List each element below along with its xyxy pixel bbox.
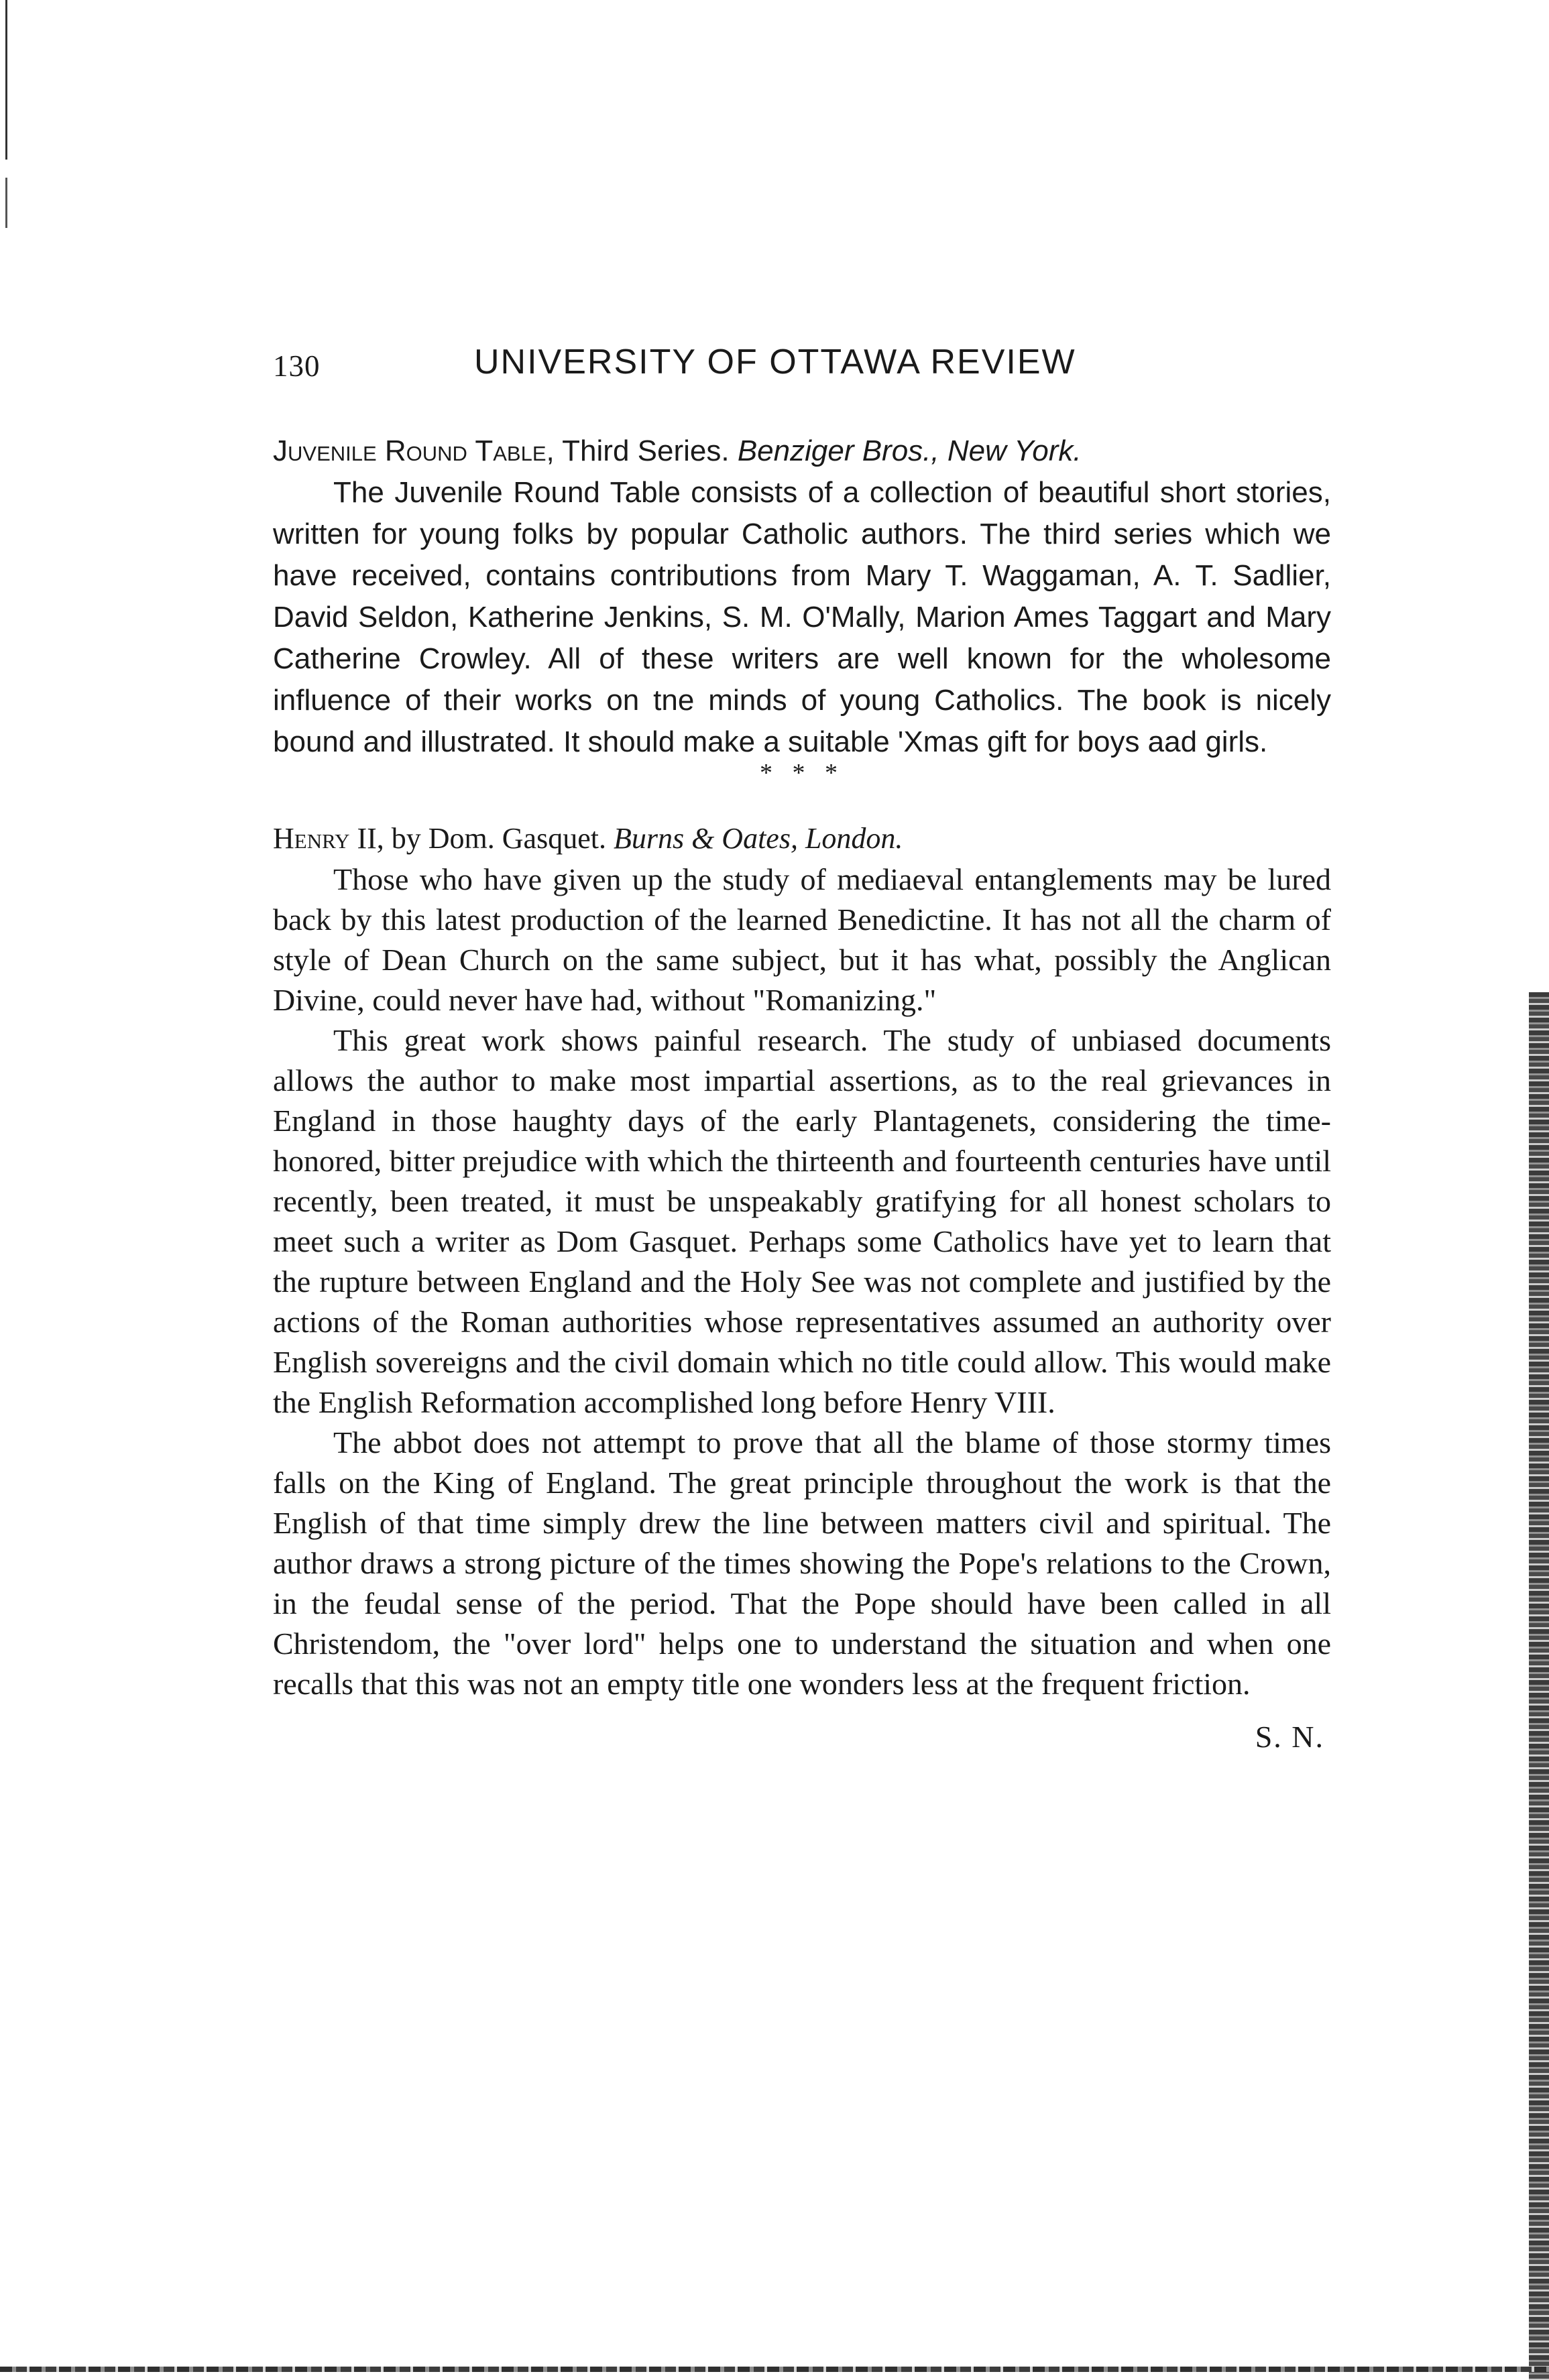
review-juvenile-round-table: [273, 430, 1331, 763]
page-number: 130: [273, 349, 321, 383]
review-publisher: Burns & Oates, London.: [613, 822, 903, 855]
review-title: Juvenile Round Table: [273, 434, 547, 467]
review-paragraph: Those who have given up the study of mediaeval entanglements may be lured back by this latest production of the learned Benedictine. It has not all the charm of style of Dean Church on the same subject, but it has what, possibly the Anglican Divine, could never have had, without "Romanizing.": [273, 862, 1331, 1017]
review-title-numeral: II,: [357, 822, 384, 855]
review-author: by Dom. Gasquet.: [391, 822, 606, 855]
review-henry-ii: [273, 818, 1331, 1758]
review-body: [273, 472, 1331, 763]
review-signature: S. N.: [1255, 1720, 1324, 1754]
running-header: [273, 342, 1331, 389]
review-title: Henry: [273, 822, 350, 855]
scan-bottom-edge: [0, 2367, 1549, 2372]
review-paragraph: The Juvenile Round Table consists of a collection of beautiful short stories, written for young folks by popular Catholic authors. The third series which we have received, contains contributions from Mary T. Waggaman, A. T. Sadlier, David Seldon, Katherine Jenkins, S. M. O'Mally, Marion Ames Taggart and Mary Catherine Crowley. All of these writers are well known for the wholesome influence of their works on tne minds of young Catholics. The book is nicely bound and illustrated. It should make a suitable 'Xmas gift for boys aad girls.: [273, 476, 1331, 758]
review-series: Third Series.: [562, 434, 730, 467]
scan-left-edge: [5, 0, 7, 228]
review-heading: [273, 818, 1331, 859]
review-publisher: Benziger Bros., New York.: [737, 434, 1082, 467]
journal-title: UNIVERSITY OF OTTAWA REVIEW: [474, 343, 1076, 381]
review-body: [273, 859, 1331, 1704]
scan-right-edge: [1529, 992, 1549, 2380]
section-separator: * * *: [760, 759, 844, 787]
review-heading: Juvenile Round Table, Third Series. Benziger Bros., New York.: [273, 434, 1082, 467]
review-paragraph: The abbot does not attempt to prove that all the blame of those stormy times falls on the King of England. The great principle throughout the work is that the English of that time simply drew the line between matters civil and spiritual. The author draws a strong picture of the times showing the Pope's relations to the Crown, in the feudal sense of the period. That the Pope should have been called in all Christendom, the "over lord" helps one to understand the situation and when one recalls that this was not an empty title one wonders less at the frequent friction.: [273, 1425, 1331, 1701]
document-page: [273, 342, 1331, 1758]
review-paragraph: This great work shows painful research. The study of unbiased documents allows the author to make most impartial assertions, as to the real grievances in England in those haughty days of the early Plantagenets, considering the time-honored, bitter prejudice with which the thirteenth and fourteenth centuries have until recently, been treated, it must be unspeakably gratifying for all honest scholars to meet such a writer as Dom Gasquet. Perhaps some Catholics have yet to learn that the rupture between England and the Holy See was not complete and justified by the actions of the Roman authorities whose representatives assumed an authority over English sovereigns and the civil domain which no title could allow. This would make the English Reformation accomplished long before Henry VIII.: [273, 1023, 1331, 1419]
